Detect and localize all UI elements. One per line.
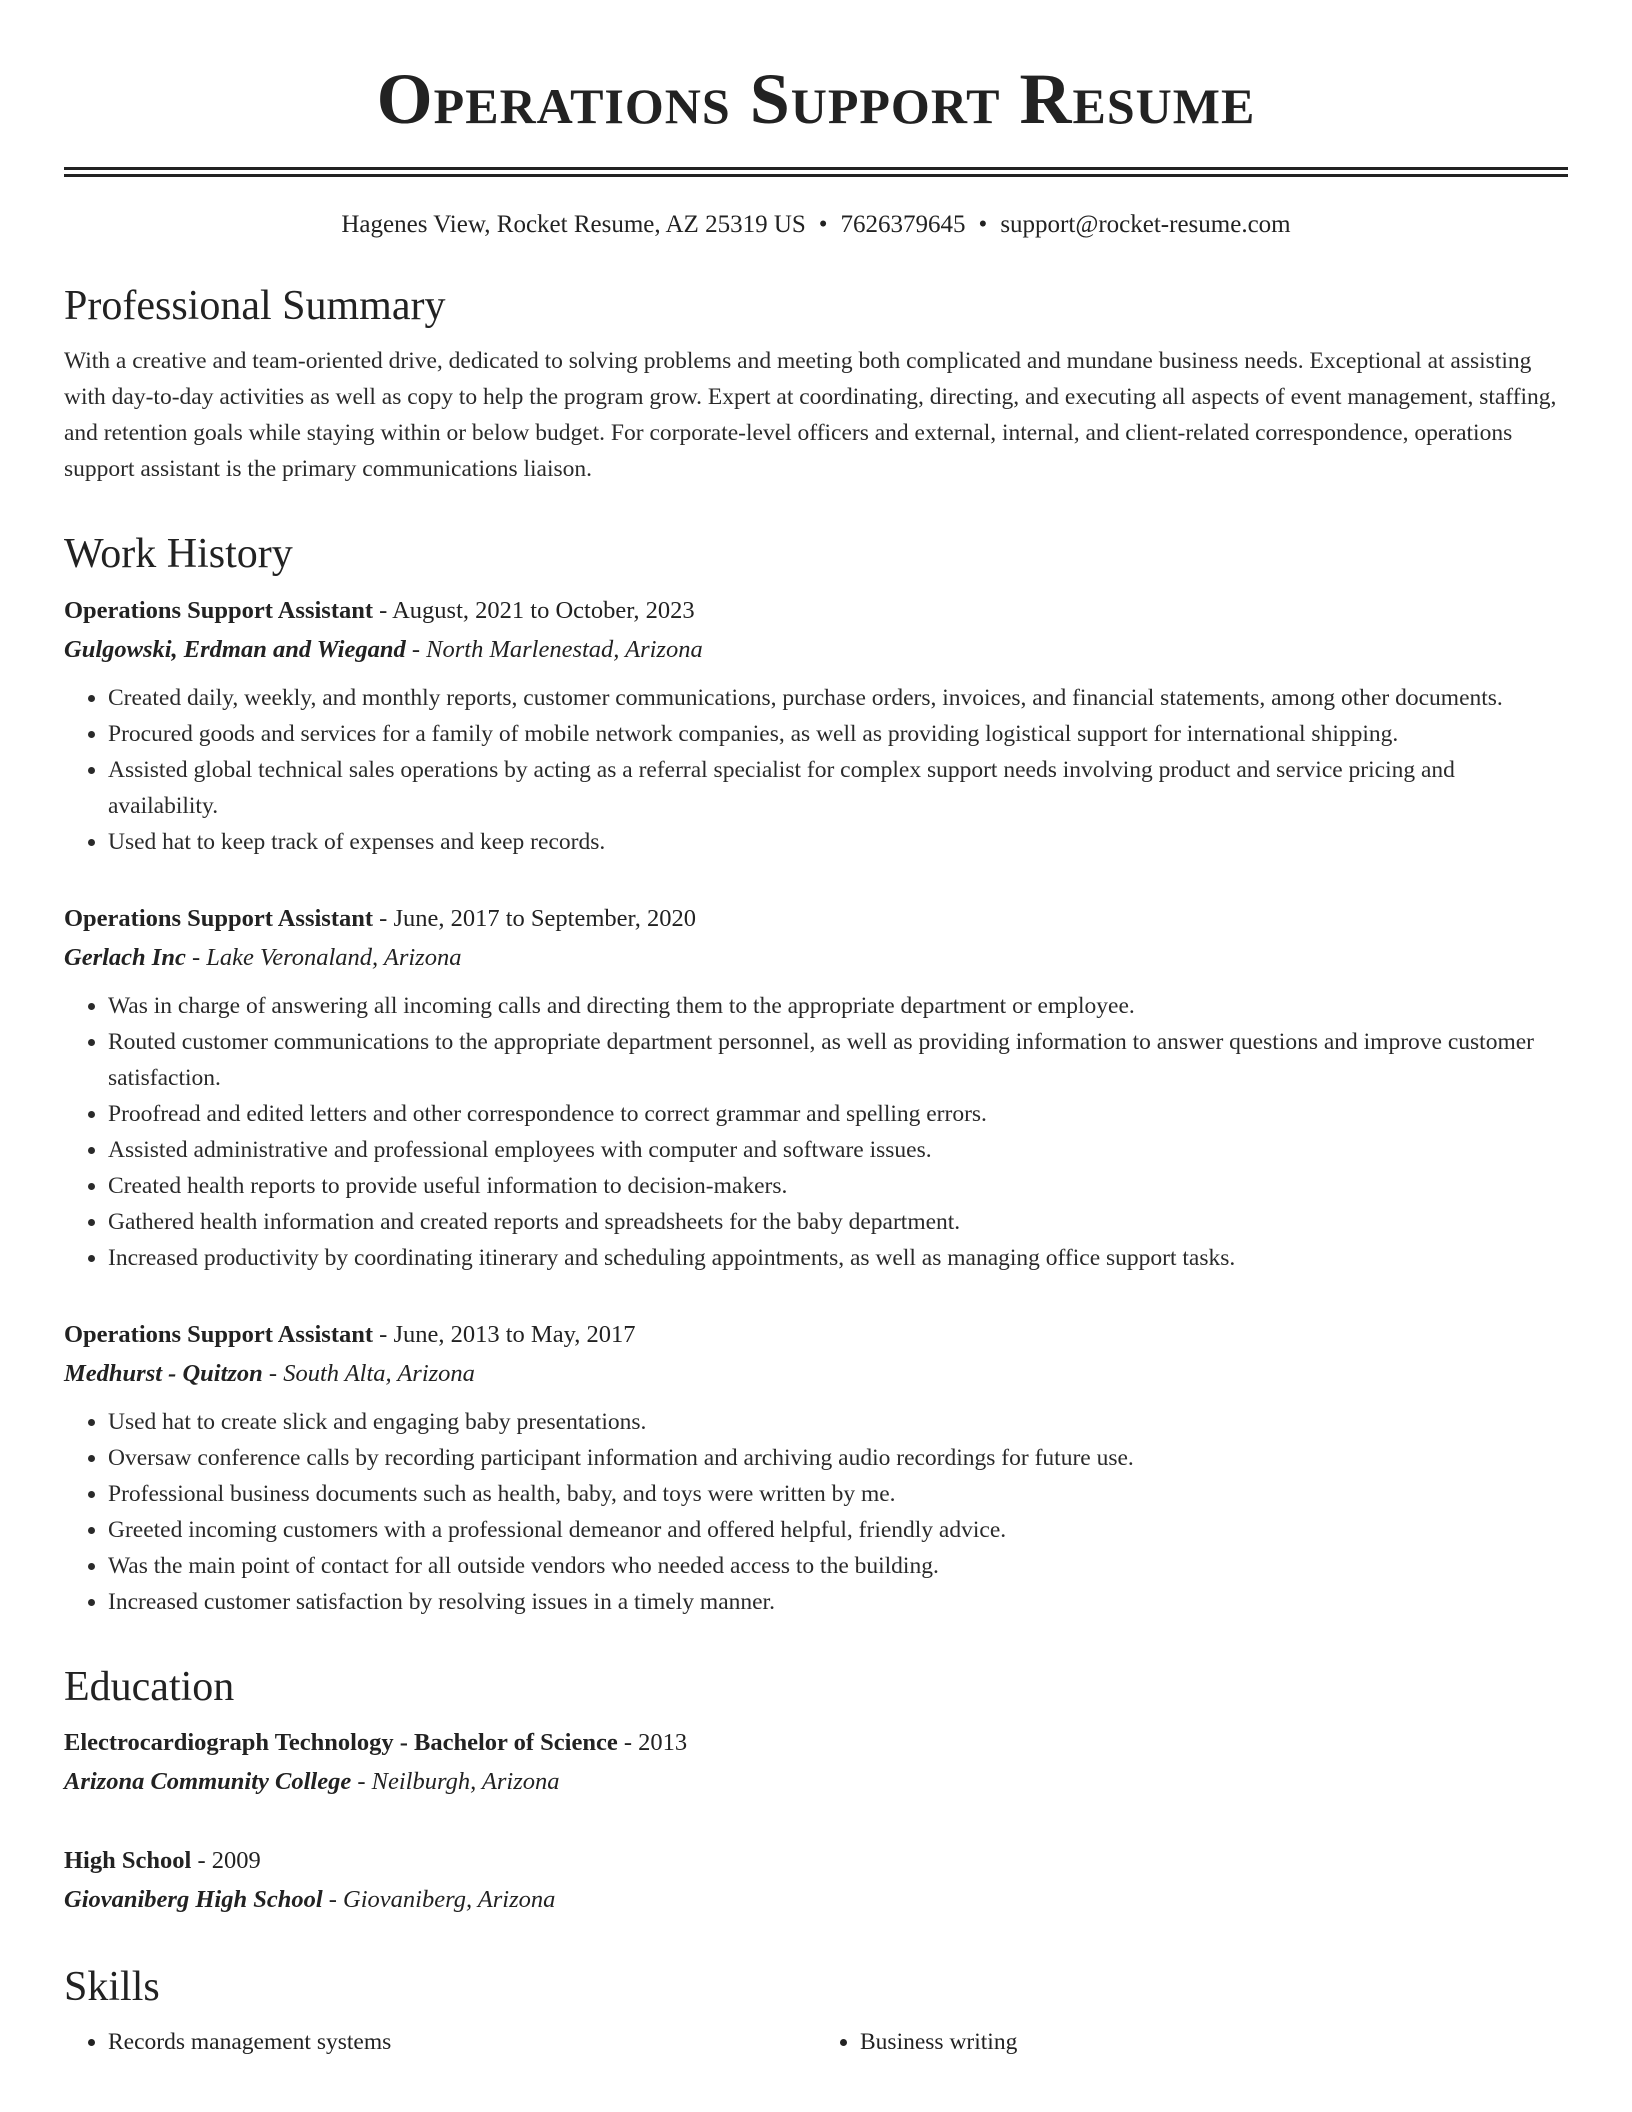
education-heading: Education: [64, 1663, 235, 1710]
job-header: [64, 1316, 1568, 1354]
contact-address: Hagenes View, Rocket Resume, AZ 25319 US: [341, 211, 806, 239]
job-header: [64, 592, 1568, 630]
education-school-line: [64, 1880, 1568, 1920]
education-entry: [64, 1842, 1568, 1920]
skills-list: [64, 2024, 1568, 2060]
skills-column-left: [64, 2024, 816, 2060]
job-employer: [64, 938, 1568, 978]
job-location: - North Marlenestad, Arizona: [405, 635, 703, 663]
job-title: Operations Support Assistant: [64, 596, 374, 624]
contact-line: [64, 211, 1568, 239]
job-duty: • Increased customer satisfaction by resolving issues in a timely manner.: [108, 1584, 1568, 1620]
job-duty: • Professional business documents such as health, baby, and toys were written by me.: [108, 1476, 1568, 1512]
job-company: Gerlach Inc: [64, 943, 186, 971]
education-degree: High School: [64, 1846, 192, 1874]
contact-email: support@rocket-resume.com: [1000, 211, 1291, 239]
skills-column-right: [816, 2024, 1568, 2060]
job-entry: [64, 592, 1568, 860]
education-header: [64, 1842, 1568, 1880]
education-entry: [64, 1724, 1568, 1802]
job-duties-list: [64, 1404, 1568, 1620]
education-school: Giovaniberg High School: [64, 1885, 323, 1913]
job-employer: [64, 1354, 1568, 1394]
job-duty: • Greeted incoming customers with a professional demeanor and offered helpful, friendly advice.: [108, 1512, 1568, 1548]
job-duty: • Increased productivity by coordinating itinerary and scheduling appointments, as well as managing office support tasks.: [108, 1240, 1568, 1276]
job-duty: • Routed customer communications to the appropriate department personnel, as well as providing information to answer questions and improve customer satisfaction.: [108, 1024, 1568, 1096]
skill-item: • Records management systems: [108, 2024, 816, 2060]
job-entry: [64, 900, 1568, 1276]
job-duty: • Assisted administrative and professional employees with computer and software issues.: [108, 1132, 1568, 1168]
contact-separator: •: [818, 211, 828, 239]
job-duty: • Gathered health information and created reports and spreadsheets for the baby department.: [108, 1204, 1568, 1240]
education-year: - 2009: [191, 1846, 261, 1874]
contact-separator: •: [978, 211, 988, 239]
job-duty: • Created health reports to provide useful information to decision-makers.: [108, 1168, 1568, 1204]
education-location: - Neilburgh, Arizona: [351, 1767, 560, 1795]
summary-text: With a creative and team-oriented drive, dedicated to solving problems and meeting both complicated and mundane business needs. Exceptional at assisting with day-to-day activities as well as copy to help the program grow. Expert at coordinating, directing, and executing all aspects of event management, staffing, and retention goals while staying within or below budget. For corporate-level officers and external, internal, and client-related correspondence, operations support assistant is the primary communications liaison.: [64, 348, 1557, 483]
job-entry: [64, 1316, 1568, 1620]
job-company: Medhurst - Quitzon: [64, 1359, 263, 1387]
summary-heading: Professional Summary: [64, 283, 446, 330]
job-location: - South Alta, Arizona: [262, 1359, 475, 1387]
education-header: [64, 1724, 1568, 1762]
job-dates: - June, 2017 to September, 2020: [373, 904, 696, 932]
education-degree: Electrocardiograph Technology - Bachelor of Science: [64, 1728, 618, 1756]
resume-title: Operations Support Resume: [376, 59, 1256, 139]
job-duties-list: [64, 680, 1568, 860]
job-title: Operations Support Assistant: [64, 1320, 374, 1348]
work-history-heading: Work History: [64, 531, 293, 578]
job-duties-list: [64, 988, 1568, 1276]
job-company: Gulgowski, Erdman and Wiegand: [64, 635, 406, 663]
education-school-line: [64, 1762, 1568, 1802]
job-duty: • Created daily, weekly, and monthly reports, customer communications, purchase orders, invoices, and financial statements, among other documents.: [108, 680, 1568, 716]
education-location: - Giovaniberg, Arizona: [322, 1885, 556, 1913]
job-duty: • Used hat to create slick and engaging baby presentations.: [108, 1404, 1568, 1440]
job-duty: • Was in charge of answering all incoming calls and directing them to the appropriate department or employee.: [108, 988, 1568, 1024]
job-duty: • Oversaw conference calls by recording participant information and archiving audio recordings for future use.: [108, 1440, 1568, 1476]
title-divider: [64, 167, 1568, 177]
job-duty: • Assisted global technical sales operations by acting as a referral specialist for complex support needs involving product and service pricing and availability.: [108, 752, 1568, 824]
skill-item: • Business writing: [860, 2024, 1568, 2060]
job-dates: - June, 2013 to May, 2017: [373, 1320, 636, 1348]
education-year: - 2013: [617, 1728, 688, 1756]
job-title: Operations Support Assistant: [64, 904, 374, 932]
job-dates: - August, 2021 to October, 2023: [373, 596, 695, 624]
contact-phone: 7626379645: [840, 211, 966, 239]
job-duty: • Procured goods and services for a family of mobile network companies, as well as providing logistical support for international shipping.: [108, 716, 1568, 752]
job-duty: • Proofread and edited letters and other correspondence to correct grammar and spelling errors.: [108, 1096, 1568, 1132]
job-header: [64, 900, 1568, 938]
job-duty: • Was the main point of contact for all outside vendors who needed access to the building.: [108, 1548, 1568, 1584]
skills-heading: Skills: [64, 1963, 160, 2010]
education-school: Arizona Community College: [64, 1767, 352, 1795]
job-location: - Lake Veronaland, Arizona: [185, 943, 462, 971]
job-employer: [64, 630, 1568, 670]
job-duty: • Used hat to keep track of expenses and keep records.: [108, 824, 1568, 860]
